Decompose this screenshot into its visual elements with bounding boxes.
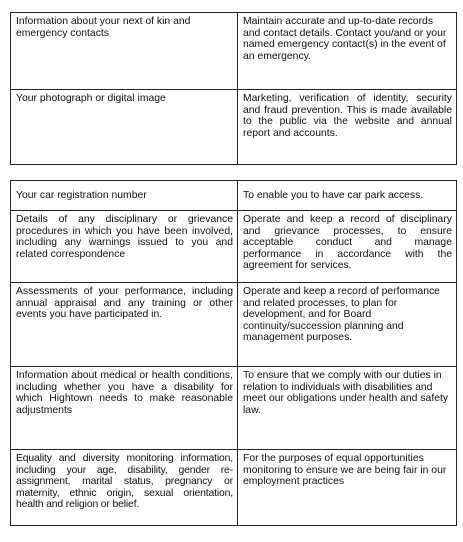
table-row [11,367,457,450]
data-use-table-1 [10,12,457,165]
table-row [11,283,457,367]
purpose-cell: For the purposes of equal opportunities monitoring to ensure we are being fair in our employment practices [238,450,457,526]
purpose-cell: To ensure that we comply with our duties in relation to individuals with disabilities and meet our obligations under health and safety law. [238,367,457,450]
purpose-cell: Operate and keep a record of disciplinary and grievance processes, to ensure acceptable conduct and manage performance in accordance with the agreement for services. [238,211,457,283]
data-cell: Your photograph or digital image [11,90,238,165]
data-cell: Information about medical or health conditions, including whether you have a disability for which Hightown needs to make reasonable adjustments [11,367,238,450]
purpose-cell: To enable you to have car park access. [238,181,457,211]
data-cell: Details of any disciplinary or grievance procedures in which you have been involved, including any warnings issued to you and related correspondence [11,211,238,283]
purpose-cell: Maintain accurate and up-to-date records and contact details. Contact you/and or your named emergency contact(s) in the event of an emergency. [238,13,457,90]
data-cell: Your car registration number [11,181,238,211]
data-cell: Assessments of your performance, including annual appraisal and any training or other events you have participated in. [11,283,238,367]
table-row [11,90,457,165]
purpose-cell: Operate and keep a record of performance and related processes, to plan for development, and for Board continuity/succession planning and management purposes. [238,283,457,367]
table-row [11,13,457,90]
data-cell: Equality and diversity monitoring information, including your age, disability, gender re-assignment, marital status, pregnancy or maternity, ethnic origin, sexual orientation, health and religion or belief. [11,450,238,526]
table-row [11,181,457,211]
table-row [11,450,457,526]
data-cell: Information about your next of kin and emergency contacts [11,13,238,90]
purpose-cell: Marketing, verification of identity, security and fraud prevention. This is made available to the public via the website and annual report and accounts. [238,90,457,165]
data-use-table-2 [10,180,457,526]
table-row [11,211,457,283]
